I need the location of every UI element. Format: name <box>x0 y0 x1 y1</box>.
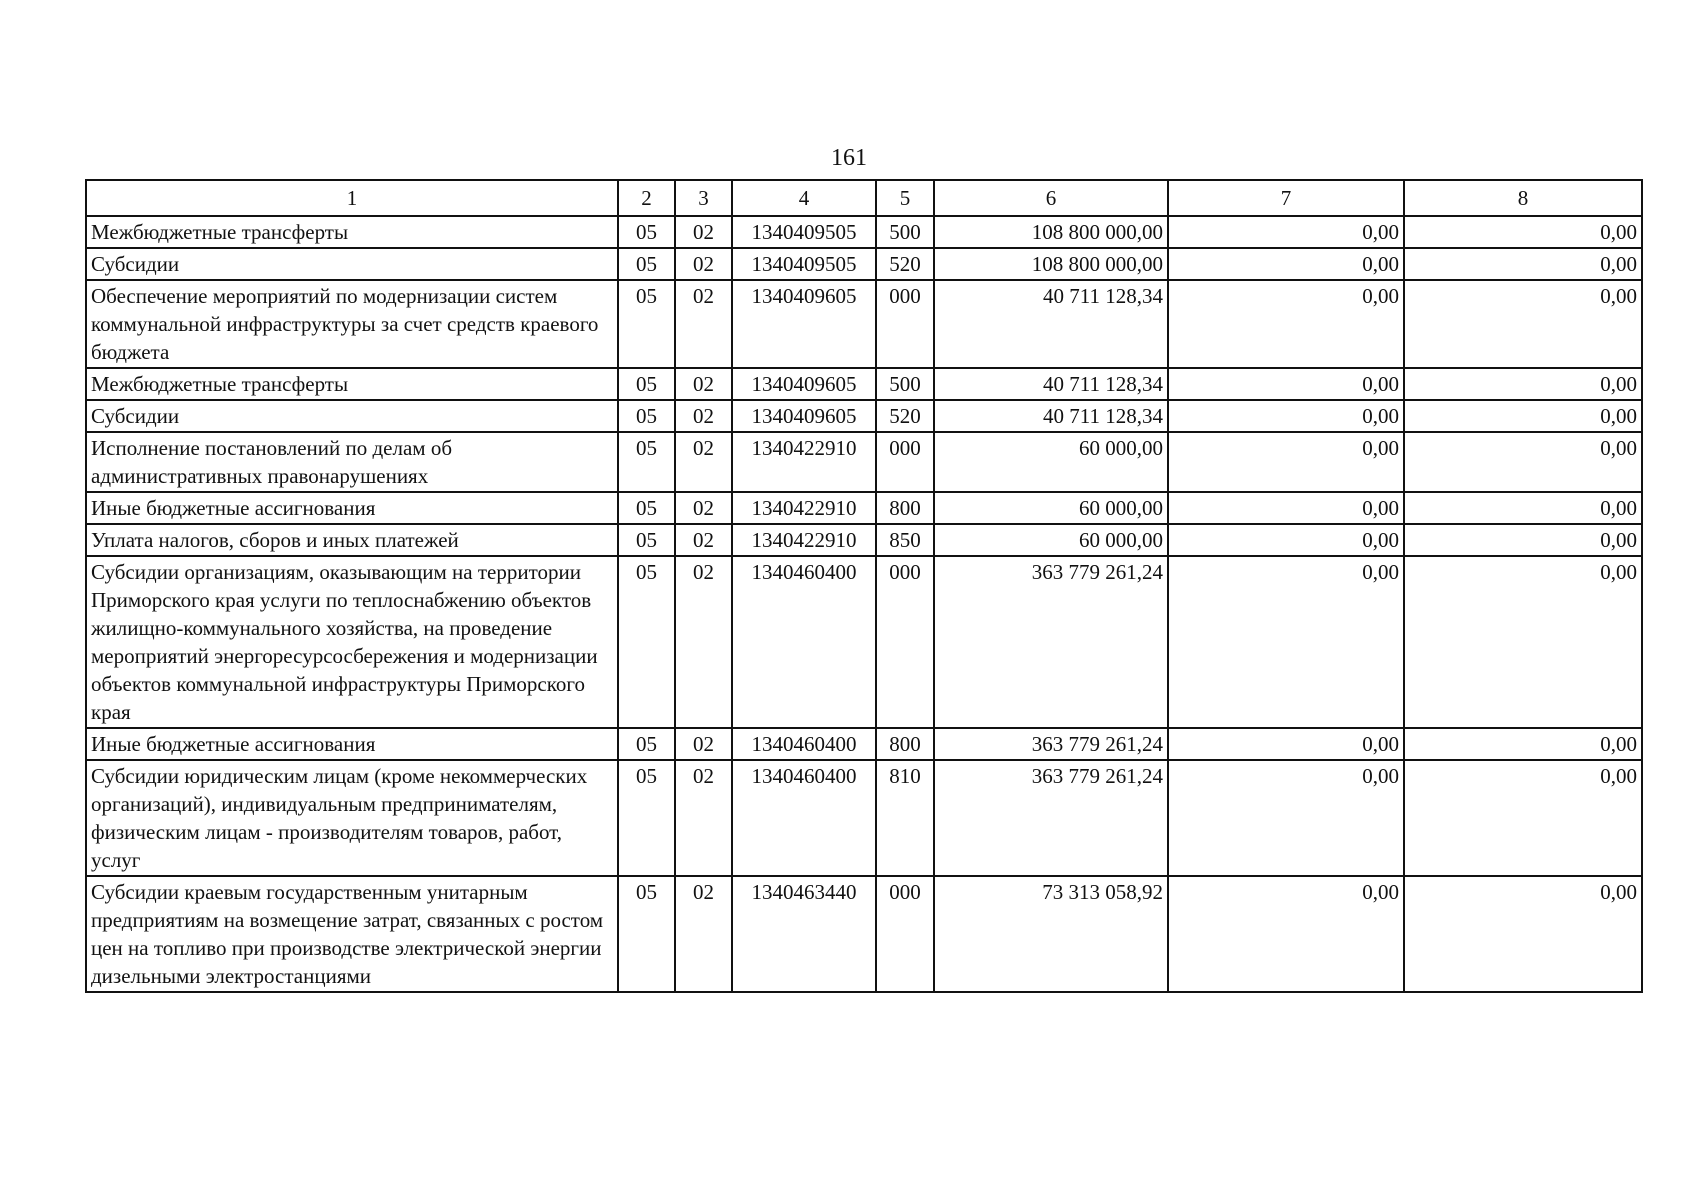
table-row <box>86 400 1642 432</box>
subsection-code: 02 <box>675 280 732 368</box>
header-cell: 7 <box>1168 180 1404 216</box>
amount-col6: 108 800 000,00 <box>934 248 1168 280</box>
target-article-code: 1340409605 <box>732 368 876 400</box>
row-name: Межбюджетные трансферты <box>86 368 618 400</box>
amount-col7: 0,00 <box>1168 400 1404 432</box>
subsection-code: 02 <box>675 368 732 400</box>
target-article-code: 1340422910 <box>732 432 876 492</box>
target-article-code: 1340460400 <box>732 556 876 728</box>
subsection-code: 02 <box>675 400 732 432</box>
subsection-code: 02 <box>675 556 732 728</box>
row-name: Уплата налогов, сборов и иных платежей <box>86 524 618 556</box>
expense-type-code: 850 <box>876 524 934 556</box>
amount-col7: 0,00 <box>1168 760 1404 876</box>
section-code: 05 <box>618 368 675 400</box>
table-row <box>86 556 1642 728</box>
target-article-code: 1340409505 <box>732 248 876 280</box>
amount-col7: 0,00 <box>1168 556 1404 728</box>
subsection-code: 02 <box>675 492 732 524</box>
header-row <box>86 180 1642 216</box>
amount-col6: 363 779 261,24 <box>934 728 1168 760</box>
section-code: 05 <box>618 248 675 280</box>
table-row <box>86 368 1642 400</box>
amount-col6: 60 000,00 <box>934 524 1168 556</box>
amount-col8: 0,00 <box>1404 876 1642 992</box>
table-row <box>86 760 1642 876</box>
table-row <box>86 248 1642 280</box>
amount-col7: 0,00 <box>1168 248 1404 280</box>
target-article-code: 1340460400 <box>732 760 876 876</box>
row-name: Иные бюджетные ассигнования <box>86 492 618 524</box>
header-cell: 8 <box>1404 180 1642 216</box>
table-row <box>86 524 1642 556</box>
target-article-code: 1340409505 <box>732 216 876 248</box>
row-name: Межбюджетные трансферты <box>86 216 618 248</box>
section-code: 05 <box>618 728 675 760</box>
subsection-code: 02 <box>675 524 732 556</box>
amount-col7: 0,00 <box>1168 524 1404 556</box>
amount-col8: 0,00 <box>1404 216 1642 248</box>
expense-type-code: 520 <box>876 248 934 280</box>
section-code: 05 <box>618 876 675 992</box>
expense-type-code: 500 <box>876 216 934 248</box>
amount-col8: 0,00 <box>1404 400 1642 432</box>
row-name: Субсидии <box>86 248 618 280</box>
amount-col6: 60 000,00 <box>934 492 1168 524</box>
expense-type-code: 000 <box>876 280 934 368</box>
amount-col8: 0,00 <box>1404 432 1642 492</box>
expense-type-code: 520 <box>876 400 934 432</box>
section-code: 05 <box>618 760 675 876</box>
expense-type-code: 810 <box>876 760 934 876</box>
amount-col8: 0,00 <box>1404 248 1642 280</box>
amount-col8: 0,00 <box>1404 556 1642 728</box>
expense-type-code: 000 <box>876 876 934 992</box>
section-code: 05 <box>618 524 675 556</box>
header-cell: 2 <box>618 180 675 216</box>
target-article-code: 1340463440 <box>732 876 876 992</box>
row-name: Субсидии организациям, оказывающим на территории Приморского края услуги по теплоснабжению объектов жилищно-коммунального хозяйства, на проведение мероприятий энергоресурсосбережения и модернизации объектов коммунальной инфраструктуры Приморского края <box>86 556 618 728</box>
header-cell: 4 <box>732 180 876 216</box>
expense-type-code: 000 <box>876 556 934 728</box>
amount-col6: 108 800 000,00 <box>934 216 1168 248</box>
amount-col6: 40 711 128,34 <box>934 280 1168 368</box>
subsection-code: 02 <box>675 728 732 760</box>
amount-col7: 0,00 <box>1168 216 1404 248</box>
amount-col8: 0,00 <box>1404 524 1642 556</box>
row-name: Субсидии краевым государственным унитарным предприятиям на возмещение затрат, связанных с ростом цен на топливо при производстве электрической энергии дизельными электростанциями <box>86 876 618 992</box>
row-name: Исполнение постановлений по делам об административных правонарушениях <box>86 432 618 492</box>
subsection-code: 02 <box>675 432 732 492</box>
subsection-code: 02 <box>675 216 732 248</box>
subsection-code: 02 <box>675 248 732 280</box>
table-row <box>86 216 1642 248</box>
row-name: Субсидии <box>86 400 618 432</box>
amount-col6: 60 000,00 <box>934 432 1168 492</box>
header-cell: 3 <box>675 180 732 216</box>
amount-col7: 0,00 <box>1168 368 1404 400</box>
target-article-code: 1340409605 <box>732 280 876 368</box>
table-row <box>86 492 1642 524</box>
header-cell: 6 <box>934 180 1168 216</box>
amount-col7: 0,00 <box>1168 280 1404 368</box>
table-row <box>86 280 1642 368</box>
subsection-code: 02 <box>675 876 732 992</box>
page-number: 161 <box>831 145 867 171</box>
amount-col8: 0,00 <box>1404 280 1642 368</box>
amount-col7: 0,00 <box>1168 432 1404 492</box>
expense-type-code: 800 <box>876 728 934 760</box>
header-cell: 5 <box>876 180 934 216</box>
table-row <box>86 876 1642 992</box>
table-row <box>86 728 1642 760</box>
row-name: Субсидии юридическим лицам (кроме некоммерческих организаций), индивидуальным предпринимателям, физическим лицам - производителям товаров, работ, услуг <box>86 760 618 876</box>
section-code: 05 <box>618 280 675 368</box>
amount-col6: 40 711 128,34 <box>934 400 1168 432</box>
amount-col8: 0,00 <box>1404 368 1642 400</box>
target-article-code: 1340460400 <box>732 728 876 760</box>
amount-col7: 0,00 <box>1168 728 1404 760</box>
target-article-code: 1340422910 <box>732 524 876 556</box>
amount-col8: 0,00 <box>1404 492 1642 524</box>
target-article-code: 1340409605 <box>732 400 876 432</box>
amount-col6: 363 779 261,24 <box>934 760 1168 876</box>
expense-type-code: 800 <box>876 492 934 524</box>
amount-col7: 0,00 <box>1168 492 1404 524</box>
row-name: Обеспечение мероприятий по модернизации систем коммунальной инфраструктуры за счет средств краевого бюджета <box>86 280 618 368</box>
table-row <box>86 432 1642 492</box>
amount-col6: 73 313 058,92 <box>934 876 1168 992</box>
amount-col6: 363 779 261,24 <box>934 556 1168 728</box>
section-code: 05 <box>618 556 675 728</box>
target-article-code: 1340422910 <box>732 492 876 524</box>
budget-table <box>85 179 1643 993</box>
expense-type-code: 000 <box>876 432 934 492</box>
section-code: 05 <box>618 492 675 524</box>
amount-col7: 0,00 <box>1168 876 1404 992</box>
amount-col6: 40 711 128,34 <box>934 368 1168 400</box>
section-code: 05 <box>618 400 675 432</box>
subsection-code: 02 <box>675 760 732 876</box>
section-code: 05 <box>618 216 675 248</box>
amount-col8: 0,00 <box>1404 760 1642 876</box>
expense-type-code: 500 <box>876 368 934 400</box>
header-cell: 1 <box>86 180 618 216</box>
amount-col8: 0,00 <box>1404 728 1642 760</box>
row-name: Иные бюджетные ассигнования <box>86 728 618 760</box>
section-code: 05 <box>618 432 675 492</box>
